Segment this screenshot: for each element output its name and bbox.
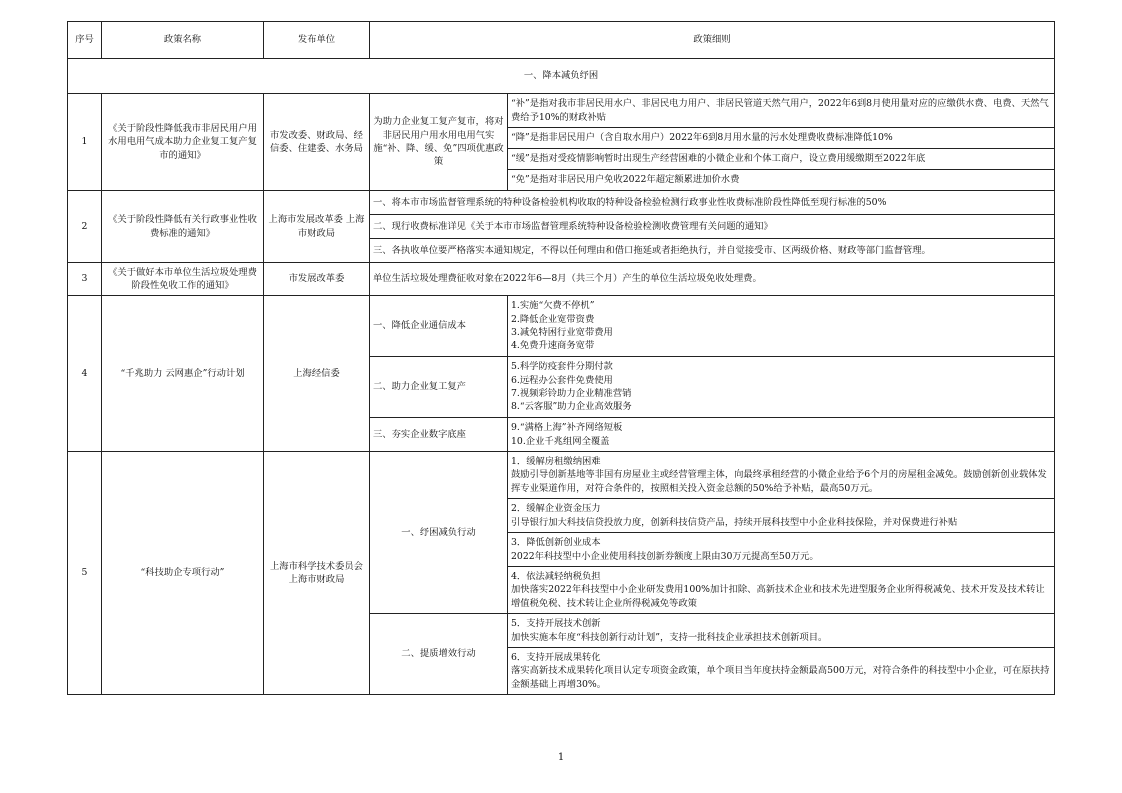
group-title: 一、降低企业通信成本 bbox=[370, 296, 508, 357]
header-seq: 序号 bbox=[68, 22, 102, 59]
policy-name: “科技助企专项行动” bbox=[102, 452, 264, 695]
policy-item: “补”是指对我市非居民用水户、非居民电力用户、非居民管道天然气用户，2022年6到8月使用量对应的应缴供水费、电费、天然气费给予10%的财政补贴 bbox=[508, 94, 1055, 128]
list-item: 8.“云客服”助力企业高效服务 bbox=[511, 401, 632, 413]
policy-detail: 单位生活垃圾处理费征收对象在2022年6—8月（共三个月）产生的单位生活垃圾免收处理费。 bbox=[370, 263, 1055, 296]
policy-name: 《关于阶段性降低有关行政事业性收费标准的通知》 bbox=[102, 191, 264, 263]
group-title: 二、助力企业复工复产 bbox=[370, 357, 508, 418]
item-head: 3．降低创新创业成本 bbox=[511, 537, 601, 549]
row-seq: 4 bbox=[68, 296, 102, 452]
list-item: 4.免费升速商务宽带 bbox=[511, 340, 595, 352]
policy-item bbox=[508, 648, 1055, 695]
item-body: 加快实施本年度“科技创新行动计划”，支持一批科技企业承担技术创新项目。 bbox=[511, 631, 828, 643]
policy-item: “降”是指非居民用户（含自取水用户）2022年6到8月用水量的污水处理费收费标准降低10% bbox=[508, 128, 1055, 149]
group-title: 三、夯实企业数字底座 bbox=[370, 418, 508, 452]
group-lines bbox=[508, 296, 1055, 357]
table-row bbox=[68, 296, 1055, 357]
policy-name: 《关于阶段性降低我市非居民用户用水用电用气成本助力企业复工复产复市的通知》 bbox=[102, 94, 264, 191]
list-item: 5.科学防疫套件分期付款 bbox=[511, 361, 613, 373]
item-body: 2022年科技型中小企业使用科技创新券额度上限由30万元提高至50万元。 bbox=[511, 550, 819, 562]
header-issuer: 发布单位 bbox=[264, 22, 370, 59]
page-number: 1 bbox=[557, 752, 565, 763]
policy-item: “免”是指对非居民用户免收2022年超定额累进加价水费 bbox=[508, 170, 1055, 191]
table-row bbox=[68, 191, 1055, 215]
policy-item bbox=[508, 499, 1055, 533]
item-head: 5．支持开展技术创新 bbox=[511, 618, 601, 630]
policy-item: “缓”是指对受疫情影响暂时出现生产经营困难的小微企业和个体工商户，设立费用缓缴期至2022年底 bbox=[508, 149, 1055, 170]
header-row bbox=[68, 22, 1055, 59]
policy-item bbox=[508, 614, 1055, 648]
policy-item: 二、现行收费标准详见《关于本市市场监督管理系统特种设备检验检测收费管理有关问题的通知》 bbox=[370, 215, 1055, 239]
issuer: 市发展改革委 bbox=[264, 263, 370, 296]
issuer: 上海市科学技术委员会 上海市财政局 bbox=[264, 452, 370, 695]
policy-table bbox=[67, 21, 1055, 695]
policy-item: 三、各执收单位要严格落实本通知规定，不得以任何理由和借口拖延或者拒绝执行，并自觉接受市、区两级价格、财政等部门监督管理。 bbox=[370, 239, 1055, 263]
issuer: 上海市发展改革委 上海市财政局 bbox=[264, 191, 370, 263]
policy-name: 《关于做好本市单位生活垃圾处理费阶段性免收工作的通知》 bbox=[102, 263, 264, 296]
table-row bbox=[68, 452, 1055, 499]
list-item: 6.远程办公套件免费使用 bbox=[511, 374, 613, 386]
section-title: 一、降本减负纾困 bbox=[68, 59, 1055, 94]
issuer: 上海经信委 bbox=[264, 296, 370, 452]
group-title: 二、提质增效行动 bbox=[370, 614, 508, 695]
item-head: 4．依法减轻纳税负担 bbox=[511, 571, 601, 583]
section-row bbox=[68, 59, 1055, 94]
item-head: 6．支持开展成果转化 bbox=[511, 652, 601, 664]
policy-item bbox=[508, 452, 1055, 499]
group-lines bbox=[508, 357, 1055, 418]
row-seq: 3 bbox=[68, 263, 102, 296]
list-item: 2.降低企业宽带资费 bbox=[511, 313, 595, 325]
group-title: 一、纾困减负行动 bbox=[370, 452, 508, 614]
item-body: 引导银行加大科技信贷投放力度，创新科技信贷产品，持续开展科技型中小企业科技保险，并对保费进行补贴 bbox=[511, 516, 958, 528]
list-item: 7.视频彩铃助力企业精准营销 bbox=[511, 388, 632, 399]
row-seq: 2 bbox=[68, 191, 102, 263]
policy-summary: 为助力企业复工复产复市，将对非居民用户用水用电用气实施“补、降、缓、免”四项优惠政策 bbox=[370, 94, 508, 191]
row-seq: 5 bbox=[68, 452, 102, 695]
list-item: 1.实施“欠费不停机” bbox=[511, 300, 595, 312]
policy-item bbox=[508, 533, 1055, 567]
policy-name: “千兆助力 云网惠企”行动计划 bbox=[102, 296, 264, 452]
list-item: 3.减免特困行业宽带费用 bbox=[511, 327, 613, 338]
header-policy-name: 政策名称 bbox=[102, 22, 264, 59]
item-head: 2．缓解企业资金压力 bbox=[511, 503, 601, 515]
policy-item bbox=[508, 567, 1055, 614]
item-head: 1．缓解房租缴纳困难 bbox=[511, 456, 601, 468]
list-item: 9.“满格上海”补齐网络短板 bbox=[511, 422, 623, 434]
table-row bbox=[68, 94, 1055, 128]
issuer: 市发改委、财政局、经信委、住建委、水务局 bbox=[264, 94, 370, 191]
item-body: 加快落实2022年科技型中小企业研发费用100%加计扣除、高新技术企业和技术先进型服务企业所得税减免、技术开发及技术转让增值税免税、技术转让企业所得税减免等政策 bbox=[511, 584, 1045, 609]
header-detail: 政策细则 bbox=[370, 22, 1055, 59]
item-body: 鼓励引导创新基地等非国有房屋业主或经营管理主体，向最终承租经营的小微企业给予6个月的房屋租金减免。鼓励创新创业载体发挥专业渠道作用，对符合条件的，按照相关投入资金总额的50%给予补贴，最高50万元。 bbox=[511, 469, 1047, 494]
row-seq: 1 bbox=[68, 94, 102, 191]
table-row bbox=[68, 263, 1055, 296]
list-item: 10.企业千兆组网全覆盖 bbox=[511, 435, 610, 447]
item-body: 落实高新技术成果转化项目认定专项资金政策，单个项目当年度扶持金额最高500万元，对符合条件的科技型中小企业，可在原扶持金额基础上再增30%。 bbox=[511, 665, 1050, 690]
group-lines bbox=[508, 418, 1055, 452]
policy-item: 一、将本市市场监督管理系统的特种设备检验机构收取的特种设备检验检测行政事业性收费标准阶段性降低至现行标准的50% bbox=[370, 191, 1055, 215]
